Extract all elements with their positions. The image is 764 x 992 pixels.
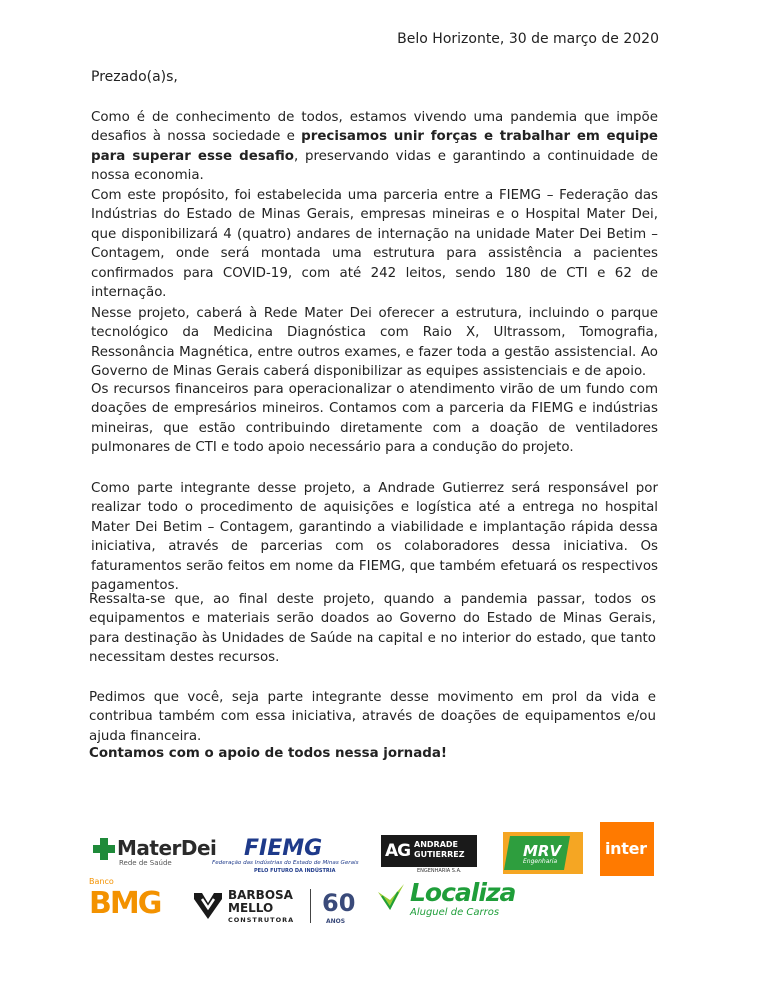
bmg-name: BMG bbox=[89, 886, 161, 921]
paragraph-5: Como parte integrante desse projeto, a Andrade Gutierrez será responsável por realizar todo o procedimento de aquisições e logística até a entrega no hospital Mater Dei Betim – Contagem, garantindo a viabilidade e implantação rápida dessa iniciativa, através de parcerias com os colaboradores dessa iniciativa. Os faturamentos serão feitos em nome da FIEMG, que também efetuará os respectivos pagamentos. bbox=[91, 481, 658, 594]
letter-closing: Contamos com o apoio de todos nessa jornada! bbox=[89, 746, 447, 761]
fiemg-sub1: Federação das Indústrias do Estado de Minas Gerais bbox=[212, 860, 359, 866]
paragraph-1-end: , preservando vidas e garantindo a continuidade de nossa economia. bbox=[91, 148, 658, 184]
barbosa-separator bbox=[310, 889, 311, 923]
bmg-logo bbox=[89, 877, 173, 925]
paragraph-3: Nesse projeto, caberá à Rede Mater Dei oferecer a estrutura, incluindo o parque tecnológico da Medicina Diagnóstica com Raio X, Ultrassom, Tomografia, Ressonância Magnética, entre outros exames, e fazer toda a gestão assistencial. Ao Governo de Minas Gerais caberá disponibilizar as equipes assistenciais e de apoio. bbox=[91, 306, 658, 380]
paragraph-1-bold: precisamos unir forças e trabalhar em equipe para superar esse desafio bbox=[91, 129, 658, 164]
fiemg-name: FIEMG bbox=[244, 836, 323, 861]
letter-greeting: Prezado(a)s, bbox=[91, 69, 178, 85]
andrade-sub: ENGENHARIA S.A. bbox=[417, 868, 462, 874]
barbosa-line3: CONSTRUTORA bbox=[228, 916, 295, 924]
localiza-name: Localiza bbox=[410, 878, 516, 907]
mrv-logo bbox=[503, 832, 583, 874]
andrade-line1: ANDRADE bbox=[414, 840, 458, 849]
paragraph-7: Pedimos que você, seja parte integrante desse movimento em prol da vida e contribua também com essa iniciativa, através de doações de equipamentos e/ou ajuda financeira. bbox=[89, 690, 656, 744]
andrade-mark: AG bbox=[385, 841, 411, 861]
andrade-gutierrez-logo bbox=[381, 835, 477, 875]
anos-badge bbox=[318, 887, 358, 927]
bmg-pre: Banco bbox=[89, 877, 114, 886]
anos-label: ANOS bbox=[326, 918, 346, 925]
fiemg-sub2: PELO FUTURO DA INDÚSTRIA bbox=[254, 868, 336, 874]
barbosa-line1: BARBOSA bbox=[228, 888, 293, 902]
andrade-line2: GUTIERREZ bbox=[414, 850, 465, 859]
paragraph-1 bbox=[91, 108, 658, 186]
inter-name: inter bbox=[605, 839, 647, 858]
localiza-sub: Aluguel de Carros bbox=[410, 907, 500, 918]
medical-cross-icon bbox=[93, 838, 115, 860]
letter-date: Belo Horizonte, 30 de março de 2020 bbox=[397, 31, 659, 47]
localiza-logo bbox=[376, 878, 531, 924]
anos-number: 60 bbox=[322, 889, 356, 917]
paragraph-4: Os recursos financeiros para operacionalizar o atendimento virão de um fundo com doações de empresários mineiros. Contamos com a parceria da FIEMG e indústrias mineiras, que estão contribuindo diretamente com a doação de ventiladores pulmonares de CTI e todo apoio necessário para a condução do projeto. bbox=[91, 382, 658, 456]
paragraph-2: Com este propósito, foi estabelecida uma parceria entre a FIEMG – Federação das Indústrias do Estado de Minas Gerais, empresas mineiras e o Hospital Mater Dei, que disponibilizará 4 (quatro) andares de internação na unidade Mater Dei Betim – Contagem, onde será montada uma estrutura para assistência a pacientes confirmados para COVID-19, com até 242 leitos, sendo 180 de CTI e 62 de internação. bbox=[91, 188, 658, 301]
barbosa-mello-logo bbox=[192, 887, 362, 927]
barbosa-mark-icon bbox=[192, 889, 224, 921]
materdei-sub: Rede de Saúde bbox=[119, 859, 172, 867]
paragraph-1-start: Como é de conhecimento de todos, estamos vivendo uma pandemia que impõe desafios à nossa sociedade e bbox=[91, 110, 658, 145]
barbosa-line2: MELLO bbox=[228, 901, 274, 915]
mrv-sub: Engenharia bbox=[523, 858, 558, 865]
inter-logo bbox=[600, 822, 654, 876]
fiemg-logo bbox=[212, 836, 360, 876]
paragraph-6: Ressalta-se que, ao final deste projeto, quando a pandemia passar, todos os equipamentos e materiais serão doados ao Governo do Estado de Minas Gerais, para destinação às Unidades de Saúde na capital e no interior do estado, que tanto necessitam destes recursos. bbox=[89, 592, 656, 666]
materdei-name: MaterDei bbox=[117, 836, 217, 860]
mrv-name: MRV bbox=[523, 842, 562, 860]
materdei-logo bbox=[93, 834, 217, 870]
localiza-arrow-icon bbox=[376, 882, 406, 912]
